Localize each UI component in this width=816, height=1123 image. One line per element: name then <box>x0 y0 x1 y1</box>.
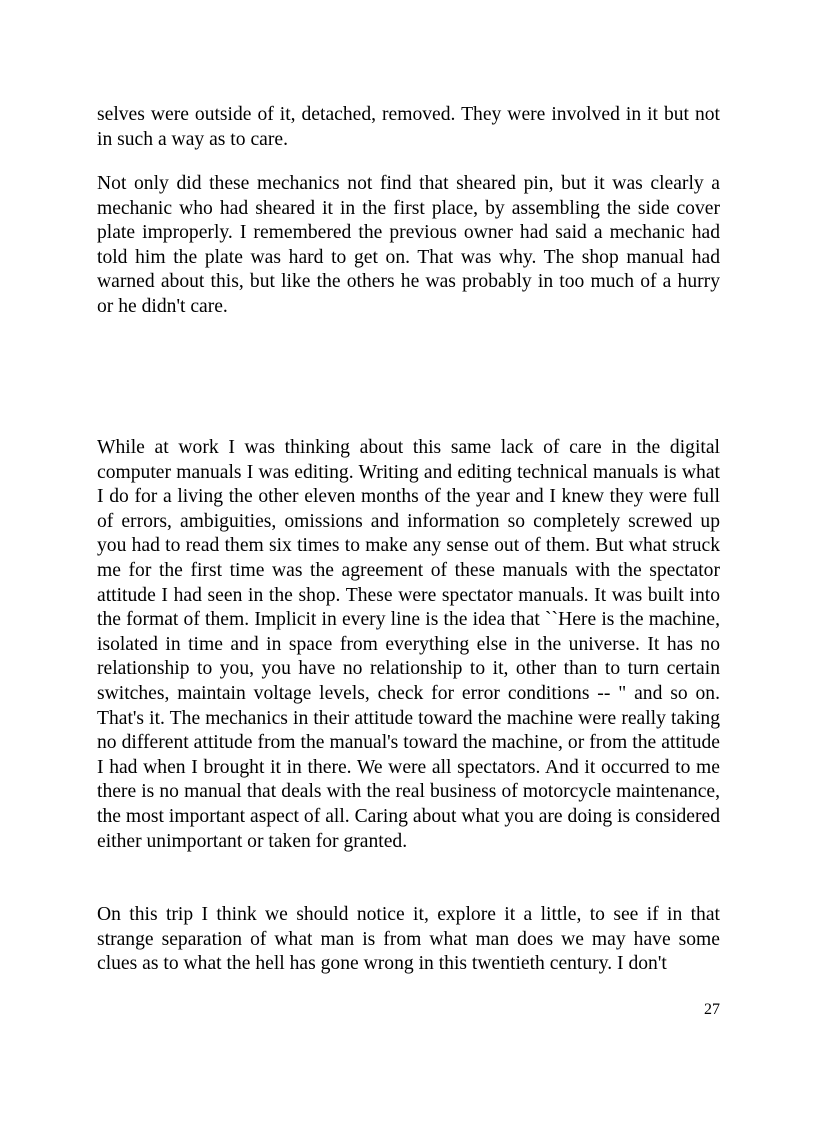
paragraph-3: While at work I was thinking about this same lack of care in the digital computer manuals I was editing. Writing and editing technical manuals is what I do for a living the other eleven months of the year and I knew they were full of errors, ambiguities, omissions and information so completely screwed up you had to read them six times to make any sense out of them. But what struck me for the first time was the agreement of these manuals with the spectator attitude I had seen in the shop. These were spectator manuals. It was built into the format of them. Implicit in every line is the idea that ``Here is the machine, isolated in time and in space from everything else in the universe. It has no relationship to you, you have no relationship to it, other than to turn certain switches, maintain voltage levels, check for error conditions -- " and so on. That's it. The mechanics in their attitude toward the machine were really taking no different attitude from the manual's toward the machine, or from the attitude I had when I brought it in there. We were all spectators. And it occurred to me there is no manual that deals with the real business of motorcycle maintenance, the most important aspect of all. Caring about what you are doing is considered either unimportant or taken for granted. <box>97 437 720 852</box>
paragraph-2: Not only did these mechanics not find that sheared pin, but it was clearly a mechanic who had sheared it in the first place, by assembling the side cover plate improperly. I remembered the previous owner had said a mechanic had told him the plate was hard to get on. That was why. The shop manual had warned about this, but like the others he was probably in too much of a hurry or he didn't care. <box>97 173 720 317</box>
paragraph-1: selves were outside of it, detached, removed. They were involved in it but not in such a way as to care. <box>97 104 720 150</box>
page-number: 27 <box>704 1001 720 1018</box>
paragraph-4: On this trip I think we should notice it, explore it a little, to see if in that strange separation of what man is from what man does we may have some clues as to what the hell has gone wrong in this twentieth century. I don't <box>97 904 720 975</box>
